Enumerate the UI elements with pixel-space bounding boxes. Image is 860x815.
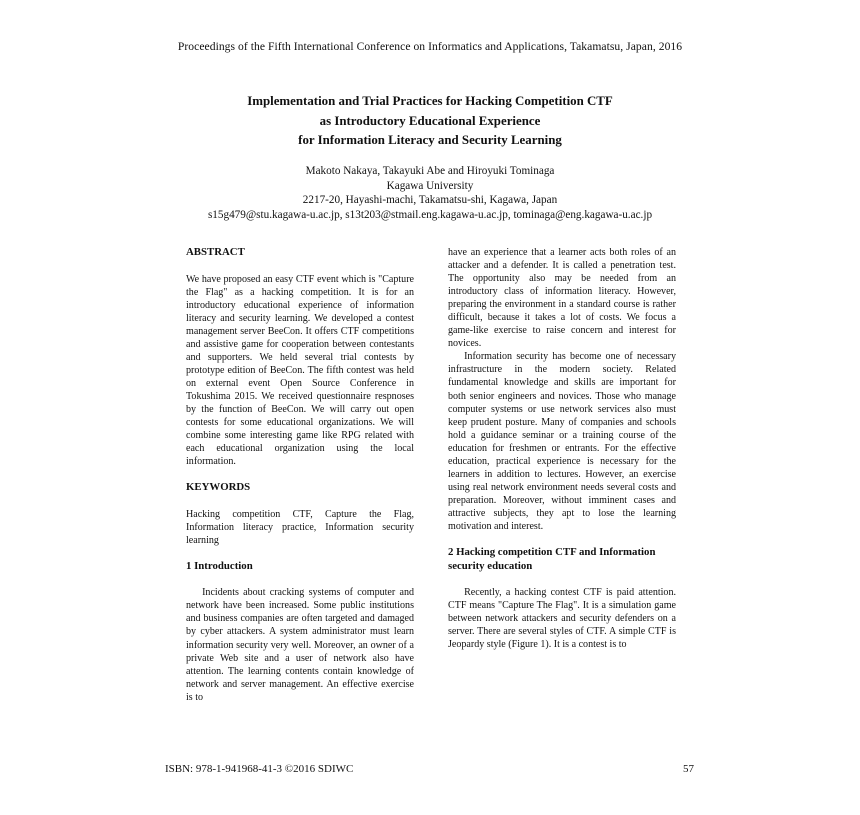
section-1-paragraph-1: Incidents about cracking systems of computer and network have been increased. Some public institutions and business companies are often targeted and damaged by cyber attackers. A system administrator must learn information security very well. Moreover, an owner of a private Web site and a user of network also have attention. The learning contents contain knowledge of network and server management. An effective exercise is to — [186, 587, 414, 703]
author-names: Makoto Nakaya, Takayuki Abe and Hiroyuki Tominaga — [305, 165, 555, 177]
abstract-heading: ABSTRACT — [186, 246, 245, 258]
keywords-text: Hacking competition CTF, Capture the Flag, Information literacy practice, Information security learning — [186, 508, 414, 546]
section-1-heading: 1 Introduction — [186, 559, 253, 572]
section-2-paragraph-1: Recently, a hacking contest CTF is paid attention. CTF means "Capture The Flag". It is a simulation game between network attackers and security defenders on a server. There are several styles of CTF. A simple CTF is Jeopardy style (Figure 1). It is a contest is to — [448, 587, 676, 651]
right-column — [448, 246, 676, 651]
author-address: 2217-20, Hayashi-machi, Takamatsu-shi, Kagawa, Japan — [302, 194, 558, 206]
author-affiliation: Kagawa University — [386, 179, 474, 192]
abstract-text: We have proposed an easy CTF event which is "Capture the Flag" as a hacking competition. It is for an introductory educational experience of information literacy and security learning. We developed a contest management server BeeCon. It offers CTF competitions and assistive game for cooperation between contestants and supporters. We held several trial contests by prototype edition of BeeCon. The fifth contest was held on external event Open Source Conference in Tokushima 2015. We received questionnaire respnoses by the function of BeeCon. We will carry out open contests for some educational organizations. We will combine some interesting game like RPG related with each educational organization using the local information. — [186, 273, 414, 468]
section-1-paragraph-1-continued: have an experience that a learner acts both roles of an attacker and a defender. It is called a penetration test. The opportunity also may be needed from an introductory class of information literacy. However, preparing the environment in a standard course is rather difficult, because it takes a lot of costs. We focus a game-like exercise to raise concern and interest for novices. — [448, 247, 676, 350]
paper-title — [0, 92, 860, 151]
author-block — [0, 164, 860, 222]
running-head: Proceedings of the Fifth International Conference on Informatics and Applications, Takamatsu, Japan, 2016 — [177, 40, 683, 53]
isbn-footer: ISBN: 978-1-941968-41-3 ©2016 SDIWC — [165, 763, 354, 775]
section-1-paragraph-2: Information security has become one of necessary infrastructure in the modern society. Related fundamental knowledge and skills are important for both senior engineers and novices. Those who manage computer systems or use network services also must keep prudent posture. Many of companies and schools hold a guidance seminar or a training course of the education for freshmen or entrants. For the effective education, practical experience is necessary for the learners in addition to lectures. However, an exercise using real network environment needs several costs and preparation. Moreover, without imminent cases and attractive subjects, they apt to lose the learning motivation and interest. — [448, 351, 676, 532]
keywords-heading: KEYWORDS — [186, 481, 251, 494]
page-number: 57 — [683, 763, 694, 775]
left-column — [186, 246, 414, 704]
author-emails: s15g479@stu.kagawa-u.ac.jp, s13t203@stmail.eng.kagawa-u.ac.jp, tominaga@eng.kagawa-u.ac.jp — [207, 208, 653, 221]
section-2-heading: 2 Hacking competition CTF and Information security education — [448, 546, 656, 572]
title-line-3: for Information Literacy and Security Learning — [298, 133, 562, 147]
title-line-1: Implementation and Trial Practices for Hacking Competition CTF — [247, 94, 613, 108]
title-line-2: as Introductory Educational Experience — [319, 113, 541, 128]
